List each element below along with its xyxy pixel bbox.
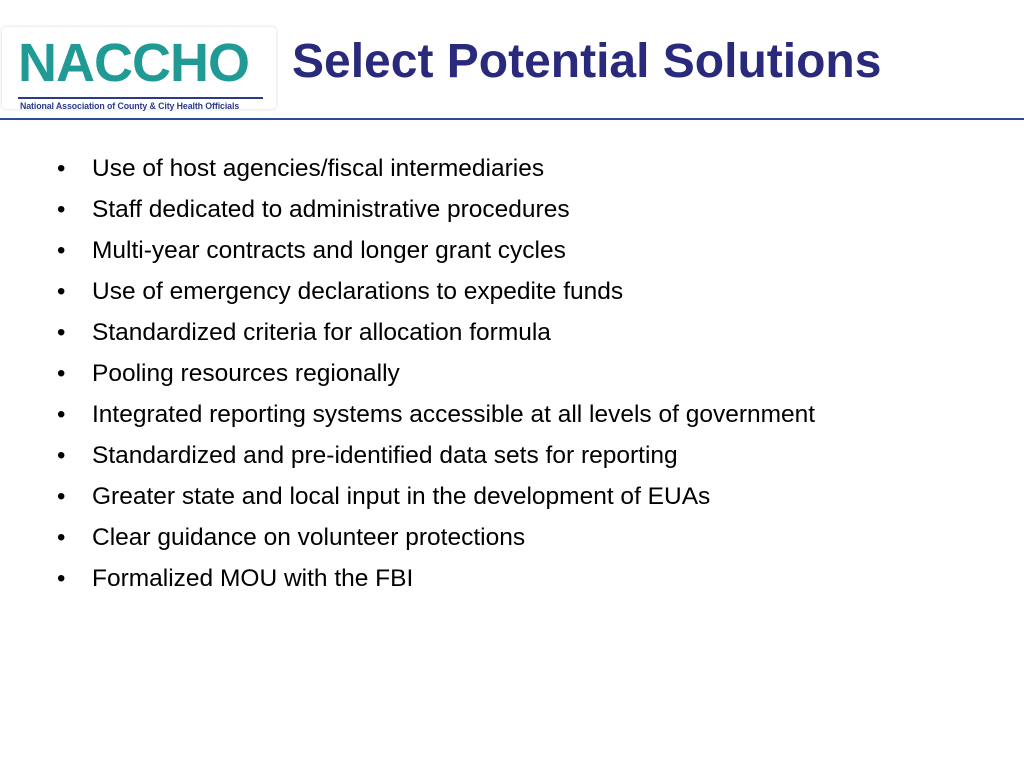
bullet-dot-icon: • — [57, 360, 66, 387]
bullet-dot-icon: • — [57, 155, 66, 182]
bullet-dot-icon: • — [57, 401, 66, 428]
bullet-dot-icon: • — [57, 565, 66, 592]
bullet-text: Greater state and local input in the development of EUAs — [92, 483, 711, 510]
bullet-dot-icon: • — [57, 483, 66, 510]
bullet-text: Standardized criteria for allocation formula — [92, 319, 551, 346]
bullet-dot-icon: • — [57, 319, 66, 346]
title-divider — [0, 118, 1024, 120]
logo-tagline: National Association of County & City Health Officials — [20, 101, 240, 111]
bullet-text: Staff dedicated to administrative procedures — [92, 196, 570, 223]
bullet-text: Clear guidance on volunteer protections — [92, 524, 526, 551]
bullet-text: Use of host agencies/fiscal intermediaries — [92, 155, 545, 182]
bullet-text: Use of emergency declarations to expedite funds — [92, 278, 624, 305]
bullet-text: Formalized MOU with the FBI — [92, 565, 414, 592]
slide-title: Select Potential Solutions — [292, 35, 882, 88]
bullet-text: Integrated reporting systems accessible at all levels of government — [92, 401, 816, 428]
naccho-logo — [2, 27, 276, 109]
bullet-dot-icon: • — [57, 278, 66, 305]
bullet-text: Standardized and pre-identified data sets for reporting — [92, 442, 678, 469]
bullet-dot-icon: • — [57, 196, 66, 223]
bullet-dot-icon: • — [57, 442, 66, 469]
bullet-dot-icon: • — [57, 524, 66, 551]
bullet-text: Pooling resources regionally — [92, 360, 400, 387]
bullet-dot-icon: • — [57, 237, 66, 264]
logo-wordmark: NACCHO — [18, 33, 249, 93]
bullet-text: Multi-year contracts and longer grant cycles — [92, 237, 566, 264]
